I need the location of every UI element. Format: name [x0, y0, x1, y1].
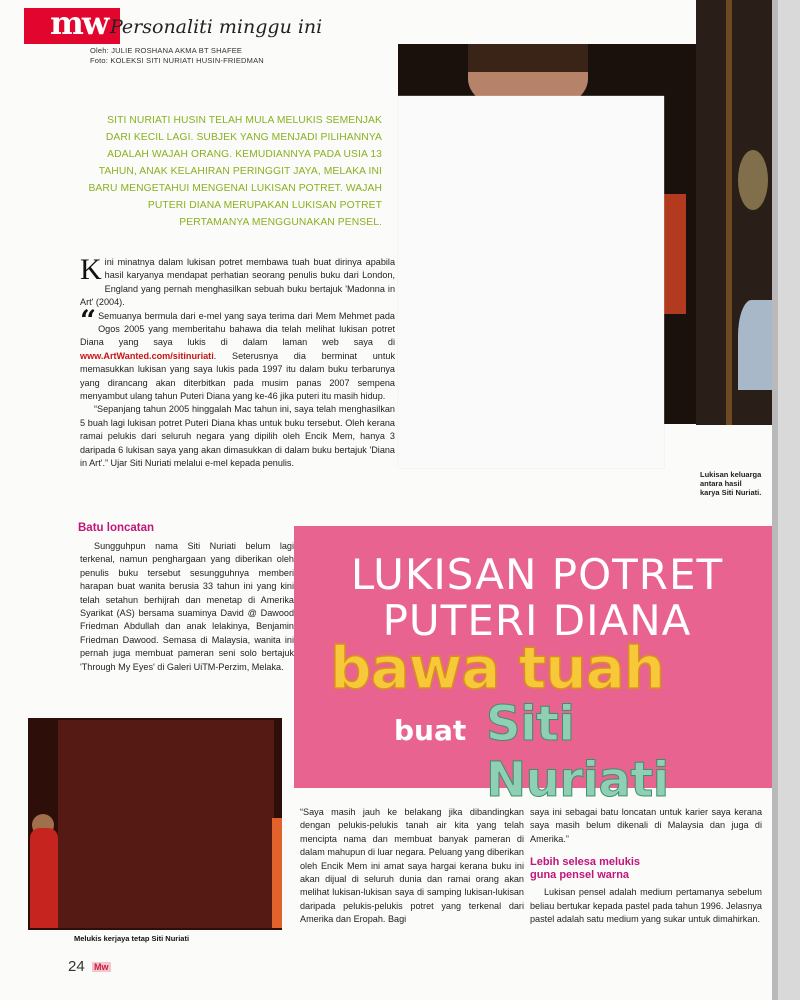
- subheading-lebih-selesa: Lebih selesa melukis guna pensel warna: [530, 856, 641, 882]
- quote-mark-icon: “: [80, 303, 97, 337]
- magazine-name: Mw: [94, 962, 109, 972]
- family-painting-photo: [696, 0, 772, 425]
- paragraph-4: Sungguhpun nama Siti Nuriati belum lagi terkenal, namun penghargaan yang diberikan oleh penulis buku tersebut sesungguhnya memberi harapan buat wanita berusia 33 tahun ini yang kini telah setahun berhijrah dan menetap di Amerika Syarikat (AS) bersama suaminya David @ Dawood Friedman Abdullah dan anak lelakinya, Benjamin Friedman Dawood. Semasa di Malaysia, wanita ini pernah juga membuat pameran seni solo bertajuk 'Through My Eyes' di Galeri UiTM-Perzim, Melaka.: [80, 541, 294, 672]
- subheading-batu-loncatan: Batu loncatan: [78, 522, 155, 534]
- article-column-b: [530, 806, 762, 926]
- paragraph-3: “Sepanjang tahun 2005 hinggalah Mac tahun ini, saya telah menghasilkan 5 buah lagi lukisan potret Puteri Diana khas untuk buku tersebut. Oleh kerana ramai pelukis dari seluruh negara yang dipilih oleh Encik Mem, hanya 3 daripada 6 lukisan saya yang akan dimasukkan di dalam buku bertajuk 'Diana in Art'.” Ujar Siti Nuriati melalui e-mel kepada penulis.: [80, 404, 395, 469]
- writer-credit: Oleh: JULIE ROSHANA AKMA BT SHAFEE: [90, 46, 243, 55]
- intro-paragraph: SITI NURIATI HUSIN TELAH MULA MELUKIS SEMENJAK DARI KECIL LAGI. SUBJEK YANG MENJADI PILIHANNYA ADALAH WAJAH ORANG. KEMUDIANNYA PADA USIA 13 TAHUN, ANAK KELAHIRAN PERINGGIT JAYA, MELAKA INI BARU MENGETAHUI MENGENAI LUKISAN POTRET. WAJAH PUTERI DIANA MERUPAKAN LUKISAN POTRET PERTAMANYA MENGGUNAKAN PENSEL.: [88, 115, 382, 228]
- paragraph-2: “ Semuanya bermula dari e-mel yang saya terima dari Mem Mehmet pada Ogos 2005 yang memberitahu bahawa dia telah melihat lukisan potret Diana yang saya lukis di dalam laman web saya di www.ArtWanted.com/sitinuriati. Seterusnya dia berminat untuk memasukkan lukisan yang saya lukis pada 1997 itu dalam buku terbarunya yang dirancang akan diterbitkan pada musim panas 2007 sempena menyambut ulang tahun Puteri Diana yang ke-46 jika puteri itu masih hidup.: [80, 303, 395, 402]
- headline-siti-nuriati: Siti Nuriati: [486, 696, 669, 808]
- drop-cap: K: [80, 253, 102, 286]
- photo-credit: Foto: KOLEKSI SITI NURIATI HUSIN-FRIEDMAN: [90, 56, 264, 65]
- headline-buat: buat: [394, 714, 467, 747]
- paragraph-1: Kini minatnya dalam lukisan potret membawa tuah buat dirinya apabila hasil karyanya mendapat perhatian seorang penulis buku dari London, England yang pernah menghasilkan sebuah buku bertajuk 'Madonna in Art' (2004).: [80, 253, 395, 308]
- artwanted-link[interactable]: www.ArtWanted.com/sitinuriati: [80, 350, 214, 361]
- article-body-batu: [80, 540, 294, 674]
- column-b-paragraph: Lukisan pensel adalah medium pertamanya sebelum beliau bertukar kepada pastel pada tahun 1996. Jelasnya pastel adalah satu medium yang sukar untuk dimahirkan.: [530, 887, 762, 925]
- blank-paper-area: [398, 96, 664, 468]
- headline-banner: [294, 526, 772, 808]
- article-body-main: [80, 253, 395, 471]
- family-caption: Lukisan keluarga antara hasil karya Siti Nuriati.: [700, 470, 762, 497]
- bottom-photo-caption: Melukis kerjaya tetap Siti Nuriati: [74, 934, 190, 943]
- artist-at-work-photo: [28, 718, 282, 930]
- headline-line-3: bawa tuah: [330, 634, 665, 702]
- headline-line-1: LUKISAN POTRET: [350, 550, 724, 599]
- page-number: 24: [68, 958, 85, 975]
- column-b-top: saya ini sebagai batu loncatan untuk karier saya kerana saya masih belum dikenali di Malaysia dan juga di Amerika.”: [530, 807, 762, 844]
- logo: mw: [50, 4, 108, 42]
- section-title: Personaliti minggu ini: [110, 16, 323, 38]
- headline-line-2: PUTERI DIANA: [382, 596, 692, 645]
- page-edge: [772, 0, 800, 1000]
- article-column-a: “Saya masih jauh ke belakang jika dibandingkan dengan pelukis-pelukis tanah air kita yang telah mencipta nama dan membuat banyak pameran di dalam mahupun di luar negara. Peluang yang diberikan oleh Encik Mem ini amat saya hargai kerana buku ini akan dijual di seluruh dunia dan ramai orang akan melihat lukisan-lukisan saya di samping lukisan-lukisan daripada pelukis-pelukis potret yang terkenal dari Amerika dan Eropah. Bagi: [300, 807, 524, 925]
